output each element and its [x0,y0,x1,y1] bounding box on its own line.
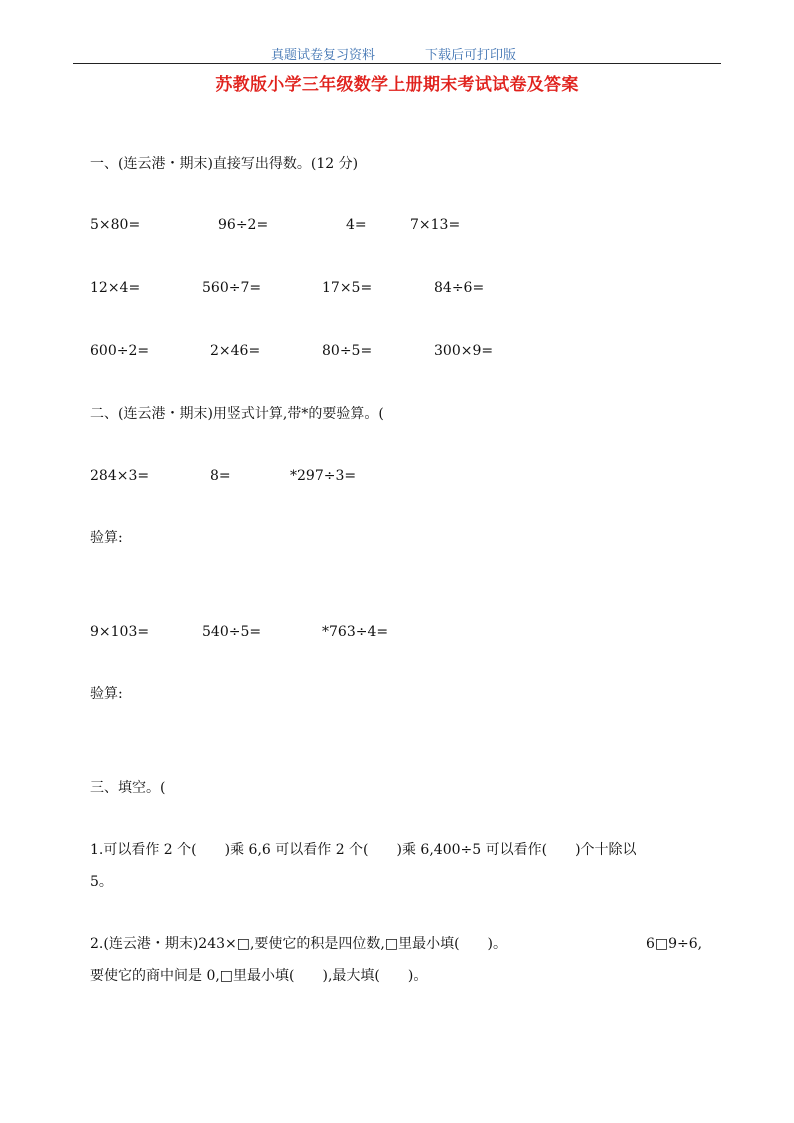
problem-cell: 9×103= [90,624,150,640]
problem-cell: 5×80= [90,217,141,233]
check-label: 验算: [90,530,123,546]
question-2-line-2: 要使它的商中间是 0,□里最小填( ),最大填( )。 [90,968,428,984]
page-title: 苏教版小学三年级数学上册期末考试试卷及答案 [215,75,579,95]
check-label: 验算: [90,686,123,702]
problem-cell: 284×3= [90,468,150,484]
question-1-line-1: 1.可以看作 2 个( )乘 6,6 可以看作 2 个( )乘 6,400÷5 可以看作( )个十除以 [90,842,637,858]
problem-cell: 12×4= [90,280,141,296]
question-2-line-1: 2.(连云港・期末)243×□,要使它的积是四位数,□里最小填( )。 [90,936,508,952]
problem-cell: 7×13= [410,217,461,233]
problem-cell: *763÷4= [322,624,389,640]
problem-cell: 96÷2= [218,217,269,233]
problem-cell: 540÷5= [202,624,262,640]
header-left-text: 真题试卷复习资料 [271,48,376,63]
section3-heading: 三、填空。( [90,780,166,796]
section2-heading: 二、(连云港・期末)用竖式计算,带*的要验算。( [90,406,384,422]
problem-cell: 560÷7= [202,280,262,296]
problem-cell: 600÷2= [90,343,150,359]
problem-cell: 17×5= [322,280,373,296]
header-divider [73,63,721,64]
problem-cell: *297÷3= [290,468,357,484]
problem-cell: 2×46= [210,343,261,359]
problem-cell: 8= [210,468,231,484]
problem-cell: 4= [346,217,367,233]
problem-cell: 300×9= [434,343,494,359]
question-1-line-2: 5。 [90,874,113,890]
section1-heading: 一、(连云港・期末)直接写出得数。(12 分) [90,156,359,172]
question-2-expression: 6□9÷6, [646,936,703,952]
header-right-text: 下载后可打印版 [425,48,517,63]
problem-cell: 84÷6= [434,280,485,296]
page-header [0,44,794,64]
problem-cell: 80÷5= [322,343,373,359]
